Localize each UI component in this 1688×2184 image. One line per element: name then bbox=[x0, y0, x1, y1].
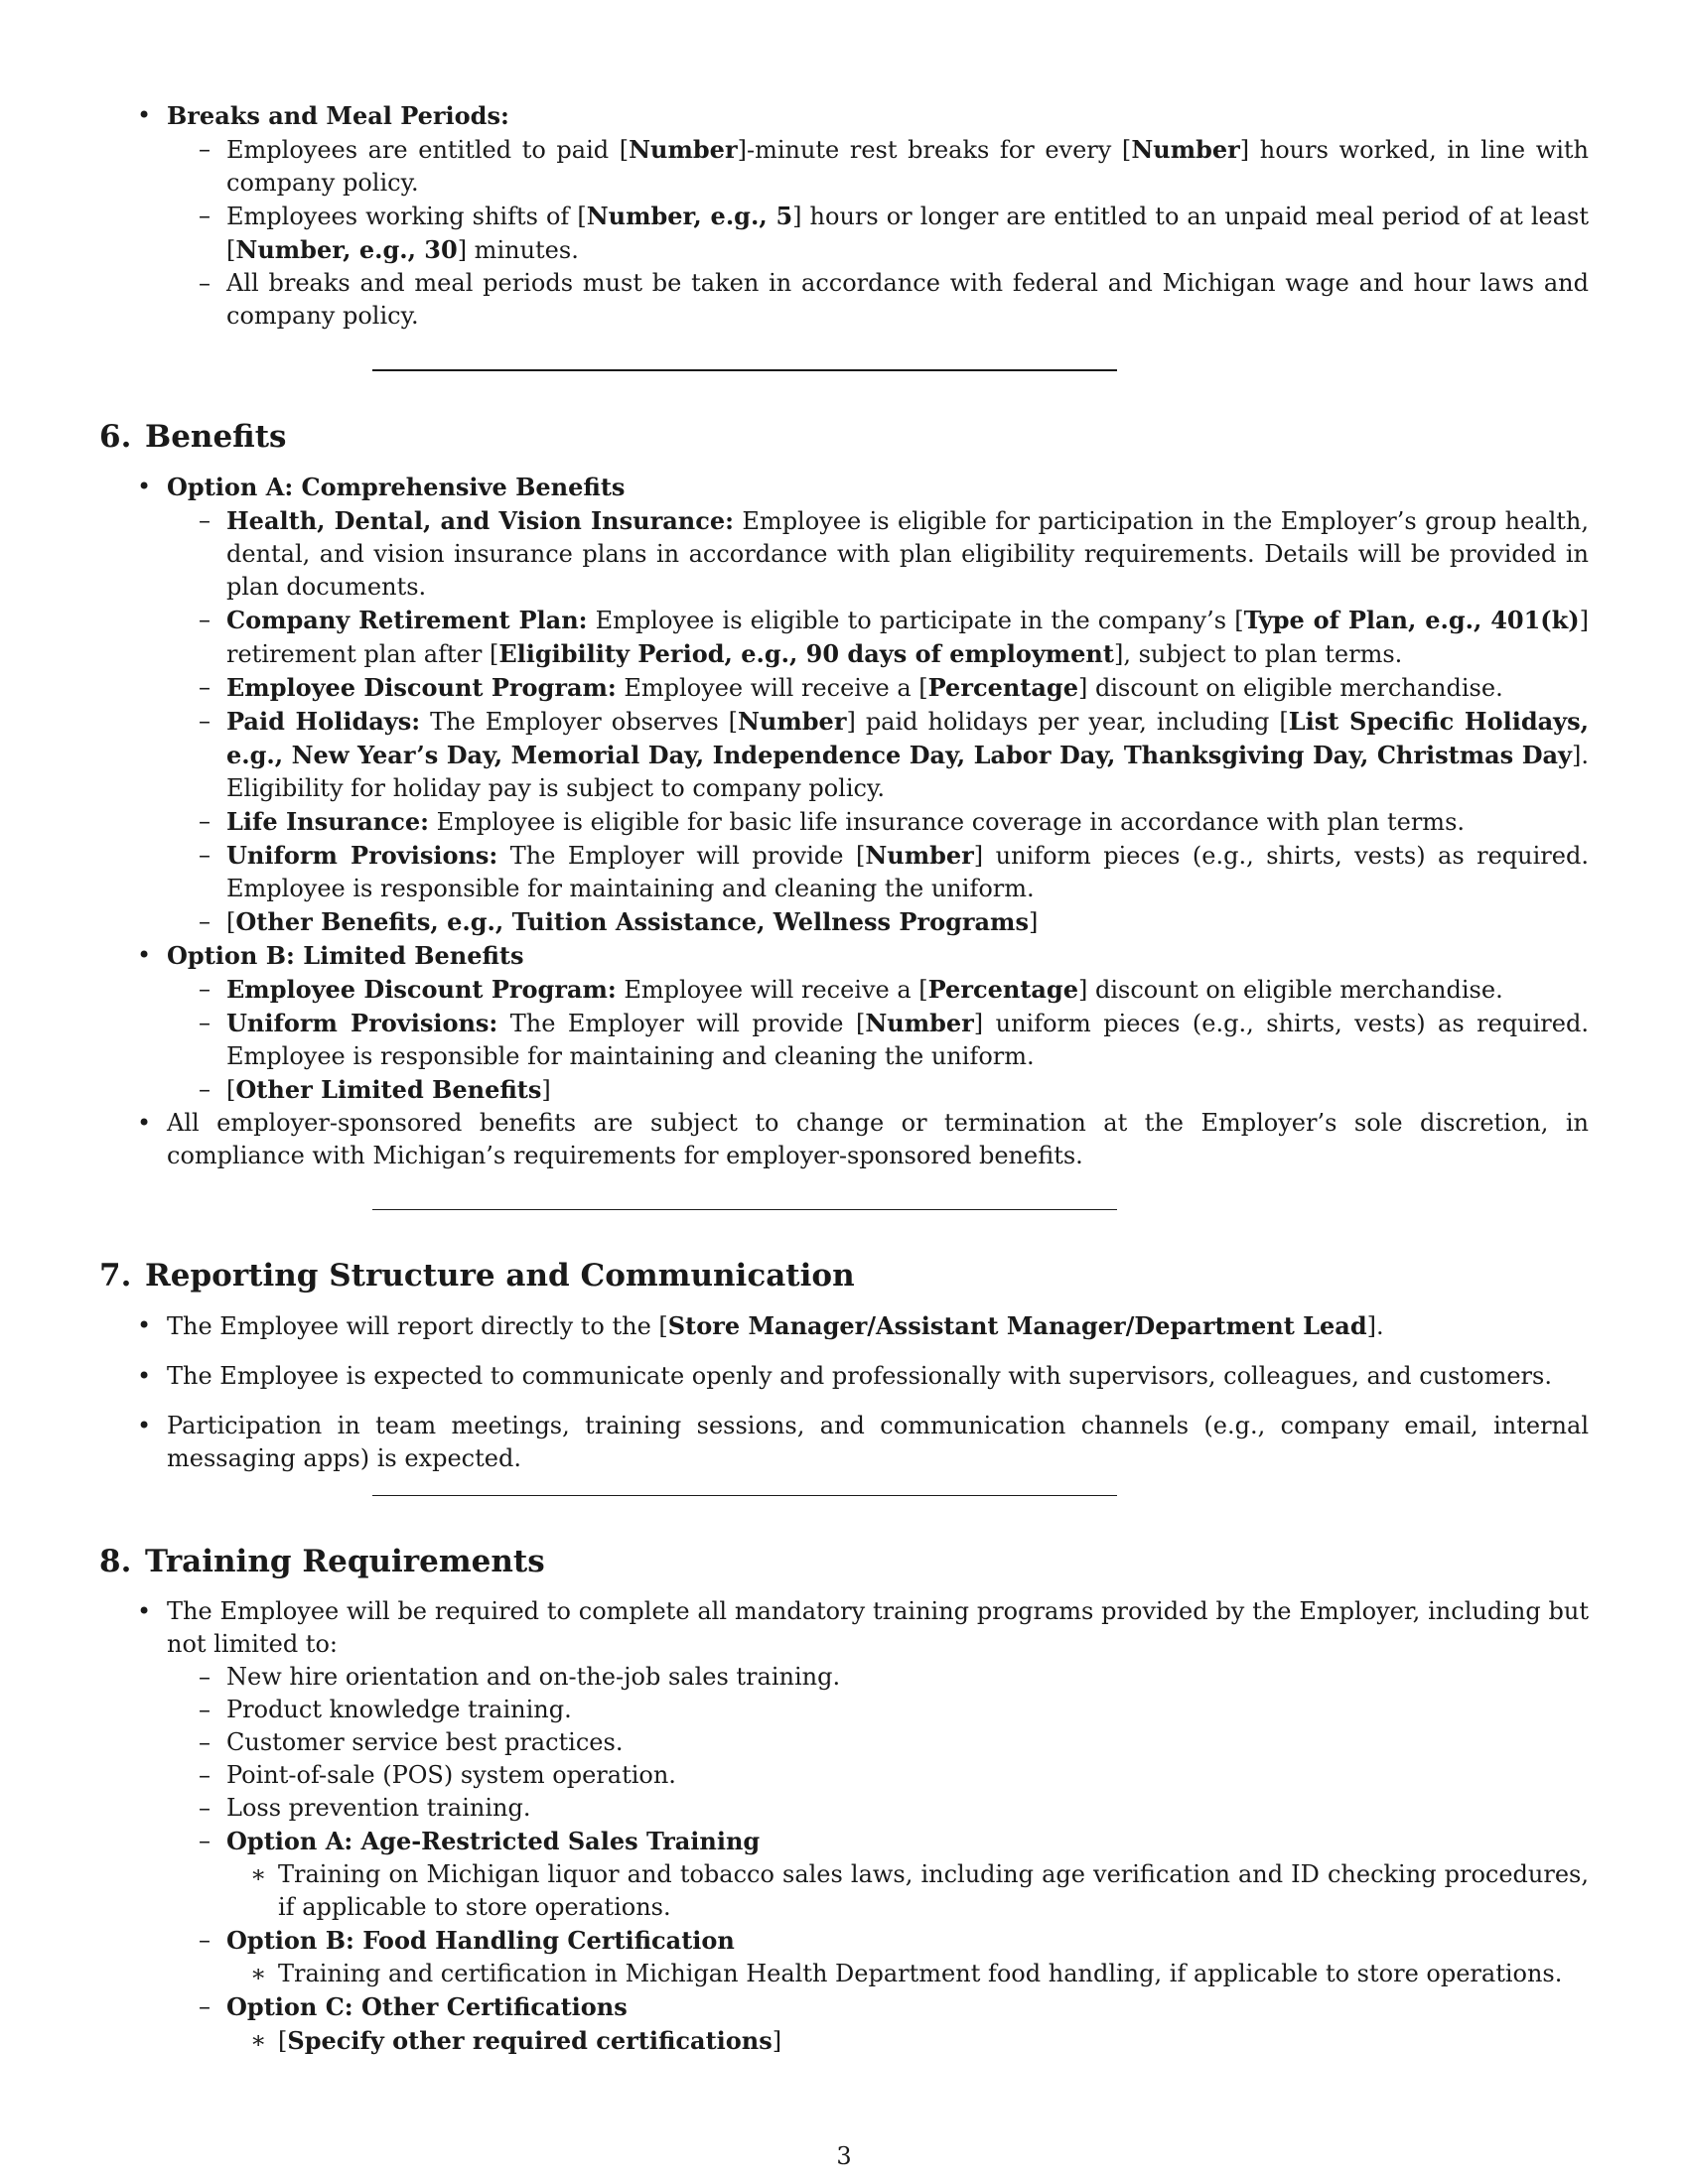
benefits-list bbox=[99, 471, 1589, 1172]
section-divider bbox=[372, 1495, 1117, 1496]
list-item: ∗ Training on Michigan liquor and tobacco sales laws, including age verification and ID checking procedures, if applicable to store operations. bbox=[226, 1858, 1589, 1924]
list-item: • The Employee is expected to communicate openly and professionally with supervisors, colleagues, and customers. bbox=[99, 1360, 1589, 1393]
list-item: • The Employee will be required to complete all mandatory training programs provided by the Employer, including but not limited to: – New hire orientation and on-the-job sales training. – Product knowledge training. – Customer service best practices. – Point-of-sale (POS) system operation. – Loss prevention training. – Option A: Age-Restricted Sales Training ∗ Training on Michigan liquor and tobacco sales laws, including age verification and ID checking procedures, if applicable to store operations. – Option B: Food Handling Certification ∗ Training and certification in Michigan Health Department food handling, if applicable to store operations. – Option C: Other Certifications ∗ [Specify other required certifications] bbox=[99, 1595, 1589, 2058]
list-item: • Option B: Limited Benefits – Employee Discount Program: Employee will receive a [Percentage] discount on eligible merchandise. – Uniform Provisions: The Employer will provide [Number] uniform pieces (e.g., shirts, vests) as required. Employee is responsible for maintaining and cleaning the uniform. – [Other Limited Benefits] bbox=[99, 939, 1589, 1107]
list-item: • The Employee will report directly to the [Store Manager/Assistant Manager/Department Lead]. bbox=[99, 1309, 1589, 1343]
list-item: – Customer service best practices. bbox=[167, 1726, 1589, 1759]
breaks-heading: Breaks and Meal Periods: bbox=[167, 101, 509, 130]
list-item: – New hire orientation and on-the-job sales training. bbox=[167, 1661, 1589, 1694]
list-item: – Point-of-sale (POS) system operation. bbox=[167, 1759, 1589, 1792]
list-item: – Employees working shifts of [Number, e.g., 5] hours or longer are entitled to an unpaid meal period of at least [Number, e.g., 30] minutes. bbox=[167, 200, 1589, 267]
section-heading-training: 8. Training Requirements bbox=[99, 1544, 545, 1579]
list-item: – Loss prevention training. bbox=[167, 1792, 1589, 1825]
list-item: – Option B: Food Handling Certification ∗ Training and certification in Michigan Health Department food handling, if applicable to store operations. bbox=[167, 1924, 1589, 1990]
list-item: – Option C: Other Certifications ∗ [Specify other required certifications] bbox=[167, 1990, 1589, 2058]
list-item: – Employee Discount Program: Employee will receive a [Percentage] discount on eligible merchandise. bbox=[167, 973, 1589, 1007]
list-item: – Product knowledge training. bbox=[167, 1694, 1589, 1726]
list-item: • Participation in team meetings, training sessions, and communication channels (e.g., company email, internal messaging apps) is expected. bbox=[99, 1410, 1589, 1475]
list-item: – All breaks and meal periods must be taken in accordance with federal and Michigan wage and hour laws and company policy. bbox=[167, 267, 1589, 333]
list-item: – Uniform Provisions: The Employer will provide [Number] uniform pieces (e.g., shirts, vests) as required. Employee is responsible for maintaining and cleaning the uniform. bbox=[167, 1007, 1589, 1073]
breaks-list bbox=[99, 99, 1589, 333]
section-divider bbox=[372, 369, 1117, 371]
reporting-list bbox=[99, 1309, 1589, 1475]
list-item: – [Other Limited Benefits] bbox=[167, 1073, 1589, 1107]
list-item: • Option A: Comprehensive Benefits – Health, Dental, and Vision Insurance: Employee is eligible for participation in the Employer’s group health, dental, and vision insurance plans in accordance with plan eligibility requirements. Details will be provided in plan documents. – Company Retirement Plan: Employee is eligible to participate in the company’s [Type of Plan, e.g., 401(k)] retirement plan after [Eligibility Period, e.g., 90 days of employment], subject to plan terms. – Employee Discount Program: Employee will receive a [Percentage] discount on eligible merchandise. – Paid Holidays: The Employer observes [Number] paid holidays per year, including [List Specific Holidays, e.g., New Year’s Day, Memorial Day, Independence Day, Labor Day, Thanksgiving Day, Christmas Day]. Eligibility for holiday pay is subject to company policy. – Life Insurance: Employee is eligible for basic life insurance coverage in accordance with plan terms. – Uniform Provisions: The Employer will provide [Number] uniform pieces (e.g., shirts, vests) as required. Employee is responsible for maintaining and cleaning the uniform. – [Other Benefits, e.g., Tuition Assistance, Wellness Programs] bbox=[99, 471, 1589, 939]
list-item: – Health, Dental, and Vision Insurance: Employee is eligible for participation in the Employer’s group health, dental, and vision insurance plans in accordance with plan eligibility requirements. Details will be provided in plan documents. bbox=[167, 504, 1589, 604]
list-item: ∗ Training and certification in Michigan Health Department food handling, if applicable to store operations. bbox=[226, 1958, 1589, 1990]
list-item: – [Other Benefits, e.g., Tuition Assistance, Wellness Programs] bbox=[167, 905, 1589, 939]
section-heading-benefits: 6. Benefits bbox=[99, 419, 287, 455]
list-item: ∗ [Specify other required certifications] bbox=[226, 2024, 1589, 2058]
list-item: – Paid Holidays: The Employer observes [Number] paid holidays per year, including [List Specific Holidays, e.g., New Year’s Day, Memorial Day, Independence Day, Labor Day, Thanksgiving Day, Christmas Day]. Eligibility for holiday pay is subject to company policy. bbox=[167, 705, 1589, 805]
list-item: • All employer-sponsored benefits are subject to change or termination at the Employer’s sole discretion, in compliance with Michigan’s requirements for employer-sponsored benefits. bbox=[99, 1107, 1589, 1172]
training-list bbox=[99, 1595, 1589, 2058]
section-divider bbox=[372, 1209, 1117, 1210]
list-item: – Company Retirement Plan: Employee is eligible to participate in the company’s [Type of Plan, e.g., 401(k)] retirement plan after [Eligibility Period, e.g., 90 days of employment], subject to plan terms. bbox=[167, 604, 1589, 671]
page-number: 3 bbox=[836, 2142, 852, 2170]
document-page bbox=[99, 99, 1589, 2058]
list-item: – Uniform Provisions: The Employer will provide [Number] uniform pieces (e.g., shirts, vests) as required. Employee is responsible for maintaining and cleaning the uniform. bbox=[167, 839, 1589, 905]
list-item: – Life Insurance: Employee is eligible for basic life insurance coverage in accordance with plan terms. bbox=[167, 805, 1589, 839]
list-item bbox=[99, 99, 1589, 333]
section-heading-reporting: 7. Reporting Structure and Communication bbox=[99, 1258, 855, 1294]
list-item: – Option A: Age-Restricted Sales Training ∗ Training on Michigan liquor and tobacco sales laws, including age verification and ID checking procedures, if applicable to store operations. bbox=[167, 1825, 1589, 1924]
list-item: – Employee Discount Program: Employee will receive a [Percentage] discount on eligible merchandise. bbox=[167, 671, 1589, 705]
list-item: – Employees are entitled to paid [Number]-minute rest breaks for every [Number] hours worked, in line with company policy. bbox=[167, 133, 1589, 200]
